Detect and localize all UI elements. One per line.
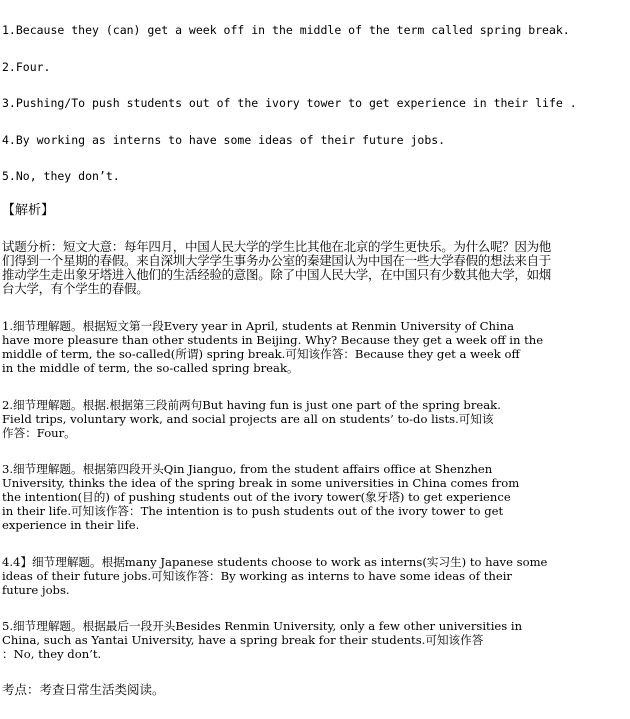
summary-paragraph <box>2 240 628 296</box>
explanation-1 <box>2 319 628 375</box>
explanation-line: University, thinks the idea of the spring break in some universities in China comes from <box>2 476 520 490</box>
explanation-line: middle of term, the so-called(所谓) spring break.可知该作答：Because they get a week off <box>2 347 520 361</box>
explanation-line: experience in their life. <box>2 518 140 532</box>
answer-2: 2.Four. <box>2 60 51 74</box>
summary-line: 推动学生走出象牙塔进入他们的生活经验的意图。除了中国人民大学，在中国只有少数其他大学，如烟 <box>2 267 552 282</box>
explanation-line: 4.4】细节理解题。根据many Japanese students choose to work as interns(实习生) to have some <box>2 555 548 569</box>
summary-line: 们得到一个星期的春假。来自深圳大学学生事务办公室的秦建国认为中国在一些大学春假的想法来自于 <box>2 253 552 268</box>
explanation-line: 2.细节理解题。根据.根据第三段前两句But having fun is just one part of the spring break. <box>2 398 501 412</box>
explanation-line: 5.细节理解题。根据最后一段开头Besides Renmin University, only a few other universities in <box>2 619 523 633</box>
explanation-line: China, such as Yantai University, have a spring break for their students.可知该作答 <box>2 633 484 647</box>
explanation-5 <box>2 619 628 661</box>
explanation-3 <box>2 462 628 532</box>
explanation-line: have more pleasure than other students in Beijing. Why? Because they get a week off in the <box>2 333 544 347</box>
explanation-4 <box>2 555 628 597</box>
answer-5: 5.No, they don’t. <box>2 169 120 183</box>
explanation-line: 作答：Four。 <box>2 426 76 440</box>
explanation-line: 1.细节理解题。根据短文第一段Every year in April, students at Renmin University of China <box>2 319 515 333</box>
answer-4: 4.By working as interns to have some ideas of their future jobs. <box>2 133 446 147</box>
topic-footer: 考点：考查日常生活类阅读。 <box>2 682 165 697</box>
summary-line: 试题分析：短文大意：每年四月，中国人民大学的学生比其他在北京的学生更快乐。为什么呢？因为他 <box>2 239 552 254</box>
answer-1: 1.Because they (can) get a week off in the middle of the term called spring break. <box>2 23 570 37</box>
analysis-heading: 【解析】 <box>2 203 55 218</box>
explanation-line: future jobs. <box>2 583 70 597</box>
explanation-2 <box>2 398 628 440</box>
explanation-line: ：No, they don’t. <box>2 647 102 661</box>
explanation-line: Field trips, voluntary work, and social projects are all on students’ to-do lists.可知该 <box>2 412 494 426</box>
summary-line: 台大学，有个学生的春假。 <box>2 281 149 296</box>
explanation-line: in their life.可知该作答：The intention is to push students out of the ivory tower to get <box>2 504 504 518</box>
explanation-line: 3.细节理解题。根据第四段开头Qin Jianguo, from the student affairs office at Shenzhen <box>2 462 493 476</box>
explanation-line: the intention(目的) of pushing students out of the ivory tower(象牙塔) to get experience <box>2 490 511 504</box>
answer-3: 3.Pushing/To push students out of the ivory tower to get experience in their life . <box>2 96 577 110</box>
explanation-line: in the middle of term, the so-called spring break。 <box>2 361 299 375</box>
explanation-line: ideas of their future jobs.可知该作答：By working as interns to have some ideas of their <box>2 569 512 583</box>
